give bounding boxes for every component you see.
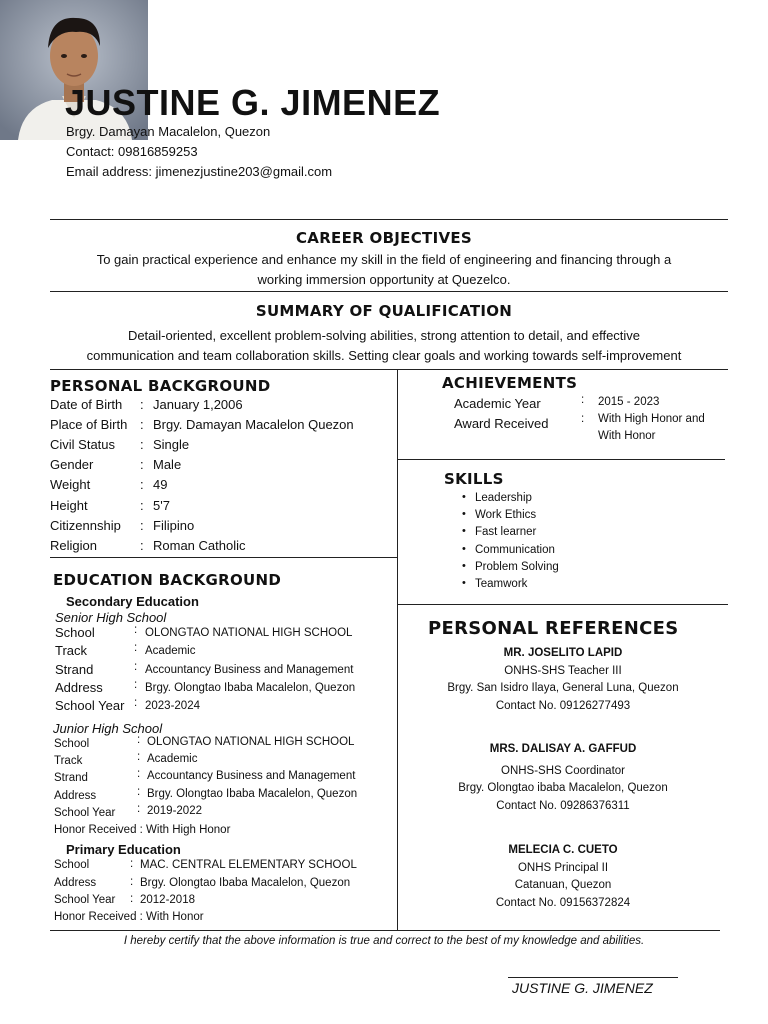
colon: :: [134, 642, 138, 654]
field-value: Accountancy Business and Management: [145, 664, 354, 676]
field-value: 5'7: [153, 498, 170, 513]
field-value: Roman Catholic: [153, 538, 246, 553]
field-label: School: [55, 625, 95, 640]
footer-divider: [50, 930, 720, 931]
award-received-label: Award Received: [454, 416, 549, 431]
reference-name: MRS. DALISAY A. GAFFUD: [489, 743, 637, 755]
field-value: Brgy. Olongtao Ibaba Macalelon, Quezon: [140, 877, 351, 889]
colon: :: [137, 803, 141, 815]
colon: :: [134, 661, 138, 673]
field-value: Brgy. Olongtao Ibaba Macalelon, Quezon: [147, 788, 358, 800]
reference-address: Catanuan, Quezon: [514, 879, 612, 891]
field-label: Strand: [54, 772, 88, 784]
reference-name: MR. JOSELITO LAPID: [503, 647, 623, 659]
field-value: OLONGTAO NATIONAL HIGH SCHOOL: [147, 736, 355, 748]
field-label: School Year: [55, 698, 125, 713]
colon: :: [140, 457, 144, 472]
reference-address: Brgy. San Isidro Ilaya, General Luna, Quezon: [447, 682, 679, 694]
applicant-name: JUSTINE G. JIMENEZ: [65, 82, 441, 123]
field-label: Weight: [50, 477, 91, 492]
primary-honor: Honor Received : With Honor: [54, 911, 204, 923]
field-value: 2023-2024: [145, 700, 200, 712]
colon: :: [130, 893, 134, 905]
field-label: Address: [54, 790, 97, 802]
summary-title: SUMMARY OF QUALIFICATION: [255, 302, 513, 320]
colon: :: [137, 734, 141, 746]
achievements-title: ACHIEVEMENTS: [442, 374, 578, 392]
skill-item: • Fast learner: [462, 526, 559, 543]
field-value: 2012-2018: [140, 894, 195, 906]
personal-divider: [50, 557, 397, 558]
career-objectives-text: To gain practical experience and enhance my skill in the field of engineering and financing through a working immersion opportunity at Quezelco.: [96, 252, 672, 287]
secondary-education-title: Secondary Education: [66, 594, 199, 609]
reference-entry: [398, 645, 728, 715]
skill-item: • Communication: [462, 544, 559, 561]
junior-high-title: Junior High School: [53, 721, 163, 736]
field-label: Gender: [50, 457, 94, 472]
academic-year-label: Academic Year: [454, 396, 541, 411]
reference-contact: Contact No. 09286376311: [496, 799, 630, 812]
reference-address: Brgy. Olongtao ibaba Macalelon, Quezon: [458, 782, 668, 794]
junior-honor: Honor Received : With High Honor: [54, 824, 231, 836]
field-value: Male: [153, 457, 182, 472]
colon: :: [140, 498, 144, 513]
academic-year-value: 2015 - 2023: [598, 396, 660, 408]
field-value: Brgy. Olongtao Ibaba Macalelon, Quezon: [145, 682, 356, 694]
field-label: School Year: [54, 894, 116, 906]
award-received-value-1: With High Honor and: [598, 413, 705, 425]
colon: :: [581, 413, 585, 425]
colon: :: [137, 751, 141, 763]
field-label: Address: [54, 877, 97, 889]
field-value: Accountancy Business and Management: [147, 770, 356, 782]
header-divider: [50, 219, 728, 220]
colon: :: [140, 437, 144, 452]
colon: :: [137, 786, 141, 798]
certification-statement: I hereby certify that the above information is true and correct to the best of my knowledge and abilities.: [123, 935, 645, 947]
skill-item: • Leadership: [462, 492, 559, 509]
skills-title: SKILLS: [444, 470, 504, 488]
colon: :: [130, 858, 134, 870]
email-line: Email address: jimenezjustine203@gmail.com: [66, 164, 333, 179]
summary-text: Detail-oriented, excellent problem-solving abilities, strong attention to detail, and effective communication and team collaboration skills. Setting clear goals and working towards self-improvement: [86, 328, 682, 363]
field-value: Academic: [145, 645, 196, 657]
colon: :: [134, 697, 138, 709]
field-value: Academic: [147, 753, 198, 765]
colon: :: [140, 477, 144, 492]
colon: :: [130, 876, 134, 888]
colon: :: [137, 768, 141, 780]
award-received-value-2: With Honor: [598, 430, 656, 442]
field-label: Place of Birth: [50, 417, 128, 432]
field-label: Track: [55, 643, 88, 658]
education-background-title: EDUCATION BACKGROUND: [53, 571, 282, 589]
field-value: 2019-2022: [147, 805, 202, 817]
field-label: School Year: [54, 807, 116, 819]
senior-high-title: Senior High School: [55, 610, 167, 625]
career-divider: [50, 291, 728, 292]
summary-divider: [50, 369, 728, 370]
field-label: Track: [54, 755, 83, 767]
field-value: Single: [153, 437, 190, 452]
colon: :: [581, 394, 585, 406]
field-label: Citizennship: [50, 518, 121, 533]
reference-contact: Contact No. 09156372824: [495, 896, 631, 909]
colon: :: [140, 518, 144, 533]
field-value: 49: [153, 477, 168, 492]
personal-background-title: PERSONAL BACKGROUND: [50, 377, 271, 395]
reference-entry: [398, 842, 728, 912]
skill-item: • Problem Solving: [462, 561, 559, 578]
field-value: OLONGTAO NATIONAL HIGH SCHOOL: [145, 627, 353, 639]
skill-item: • Teamwork: [462, 578, 559, 595]
personal-references-title: PERSONAL REFERENCES: [428, 618, 679, 639]
field-label: Civil Status: [50, 437, 116, 452]
field-label: Date of Birth: [50, 397, 123, 412]
reference-contact: Contact No. 09126277493: [495, 699, 631, 712]
field-label: Address: [55, 680, 103, 695]
field-value: Brgy. Damayan Macalelon Quezon: [153, 417, 354, 432]
colon: :: [140, 417, 144, 432]
field-label: Height: [50, 498, 88, 513]
career-objectives-title: CAREER OBJECTIVES: [295, 229, 473, 247]
field-label: School: [54, 738, 90, 750]
field-value: January 1,2006: [153, 397, 243, 412]
colon: :: [134, 624, 138, 636]
skills-list: [462, 492, 559, 595]
field-value: MAC. CENTRAL ELEMENTARY SCHOOL: [140, 859, 357, 871]
address-line: Brgy. Damayan Macalelon, Quezon: [66, 124, 271, 139]
contact-line: Contact: 09816859253: [66, 144, 198, 159]
signature-line: [508, 977, 678, 978]
achievements-divider: [397, 459, 725, 460]
colon: :: [134, 679, 138, 691]
colon: :: [140, 397, 144, 412]
signature-name: JUSTINE G. JIMENEZ: [512, 980, 653, 996]
skills-divider: [397, 604, 728, 605]
reference-position: ONHS-SHS Teacher III: [504, 664, 622, 677]
field-label: Strand: [55, 662, 94, 677]
primary-education-title: Primary Education: [66, 842, 181, 857]
skill-item: • Work Ethics: [462, 509, 559, 526]
reference-name: MELECIA C. CUETO: [508, 844, 618, 856]
reference-position: ONHS-SHS Coordinator: [501, 764, 625, 777]
reference-position: ONHS Principal II: [517, 861, 609, 874]
field-label: School: [54, 859, 90, 871]
colon: :: [140, 538, 144, 553]
reference-entry: [398, 741, 728, 815]
field-value: Filipino: [153, 518, 195, 533]
field-label: Religion: [50, 538, 97, 553]
